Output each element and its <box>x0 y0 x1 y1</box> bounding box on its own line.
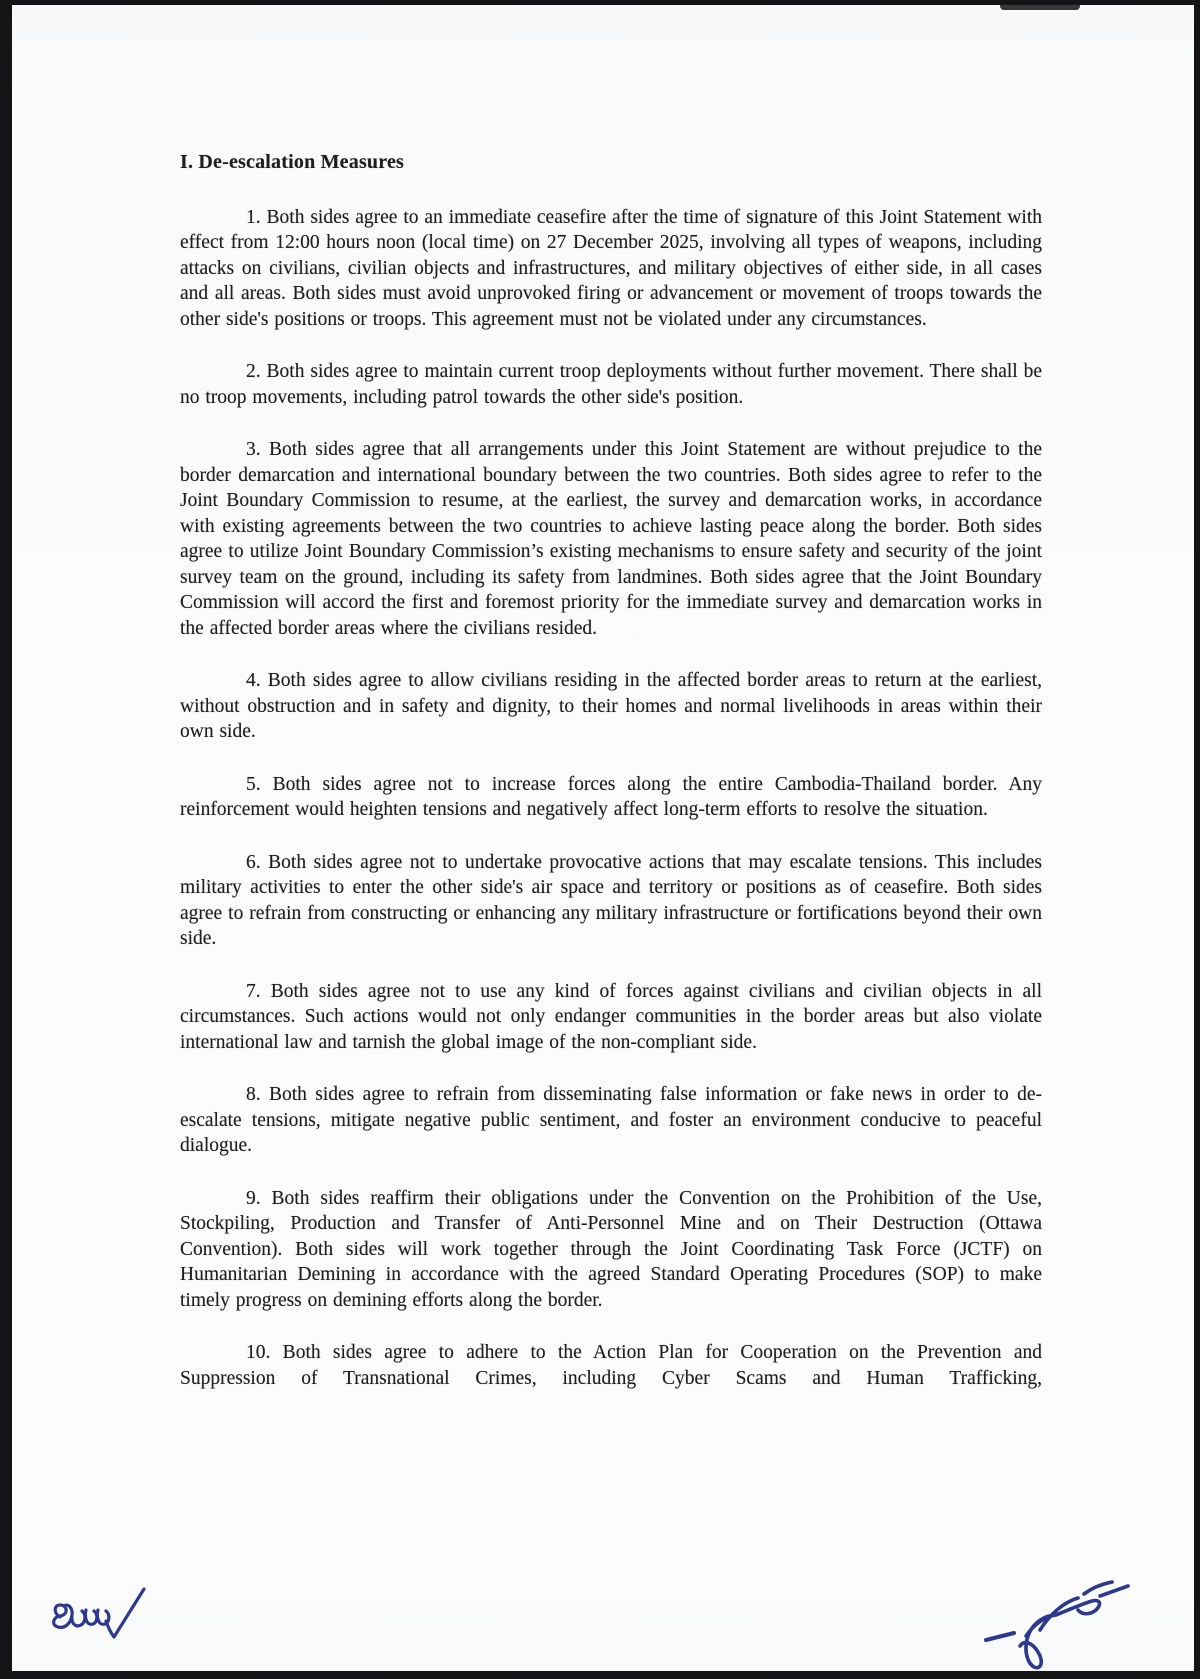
signature-left-ink <box>44 1577 166 1649</box>
document-text-block <box>180 150 1042 1391</box>
section-heading: I. De-escalation Measures <box>180 151 405 173</box>
paragraph-2: 2. Both sides agree to maintain current troop deployments without further movement. There shall be no troop movements, including patrol towards the other side's position. <box>180 361 1042 408</box>
paragraph-7: 7. Both sides agree not to use any kind of forces against civilians and civilian objects in all circumstances. Such actions would not only endanger communities in the border areas but also violate international law and tarnish the global image of the non-compliant side. <box>180 980 1042 1053</box>
paragraph-8: 8. Both sides agree to refrain from disseminating false information or fake news in order to de-escalate tensions, mitigate negative public sentiment, and foster an environment conducive to peaceful dialogue. <box>180 1084 1042 1156</box>
paragraph-9: 9. Both sides reaffirm their obligations under the Convention on the Prohibition of the Use, Stockpiling, Production and Transfer of Anti-Personnel Mine and on Their Destruction (Ottawa Convention). Both sides will work together through the Joint Coordinating Task Force (JCTF) on Humanitarian Demining in accordance with the agreed Standard Operating Procedures (SOP) to make timely progress on demining efforts along the border. <box>180 1187 1042 1311</box>
scan-edge-right <box>1194 0 1200 1679</box>
paragraph-10: 10. Both sides agree to adhere to the Action Plan for Cooperation on the Prevention and Suppression of Transnational Crimes, including Cyber Scams and Human Trafficking, <box>180 1342 1042 1389</box>
paragraph-4: 4. Both sides agree to allow civilians residing in the affected border areas to return at the earliest, without obstruction and in safety and dignity, to their homes and normal livelihoods in areas within their own side. <box>180 670 1042 742</box>
paragraph-5: 5. Both sides agree not to increase forces along the entire Cambodia-Thailand border. Any reinforcement would heighten tensions and negatively affect long-term efforts to resolve the situation. <box>180 773 1042 820</box>
signature-right-ink <box>980 1568 1138 1674</box>
paragraph-3: 3. Both sides agree that all arrangements under this Joint Statement are without prejudice to the border demarcation and international boundary between the two countries. Both sides agree to refer to the Joint Boundary Commission to resume, at the earliest, the survey and demarcation works, in accordance with existing agreements between the two countries to achieve lasting peace along the border. Both sides agree to utilize Joint Boundary Commission’s existing mechanisms to ensure safety and security of the joint survey team on the ground, including its safety from landmines. Both sides agree that the Joint Boundary Commission will accord the first and foremost priority for the immediate survey and demarcation works in the affected border areas where the civilians resided. <box>180 439 1042 639</box>
paragraph-6: 6. Both sides agree not to undertake provocative actions that may escalate tensions. This includes military activities to enter the other side's air space and territory or positions as of ceasefire. Both sides agree to refrain from constructing or enhancing any military infrastructure or fortifications beyond their own side. <box>180 851 1042 949</box>
scan-edge-smudge <box>1000 0 1080 10</box>
scan-edge-left <box>0 0 12 1679</box>
paragraph-1: 1. Both sides agree to an immediate ceasefire after the time of signature of this Joint Statement with effect from 12:00 hours noon (local time) on 27 December 2025, involving all types of weapons, including attacks on civilians, civilian objects and infrastructures, and military objectives of either side, in all cases and all areas. Both sides must avoid unprovoked firing or advancement or movement of troops towards the other side's positions or troops. This agreement must not be violated under any circumstances. <box>180 206 1042 330</box>
